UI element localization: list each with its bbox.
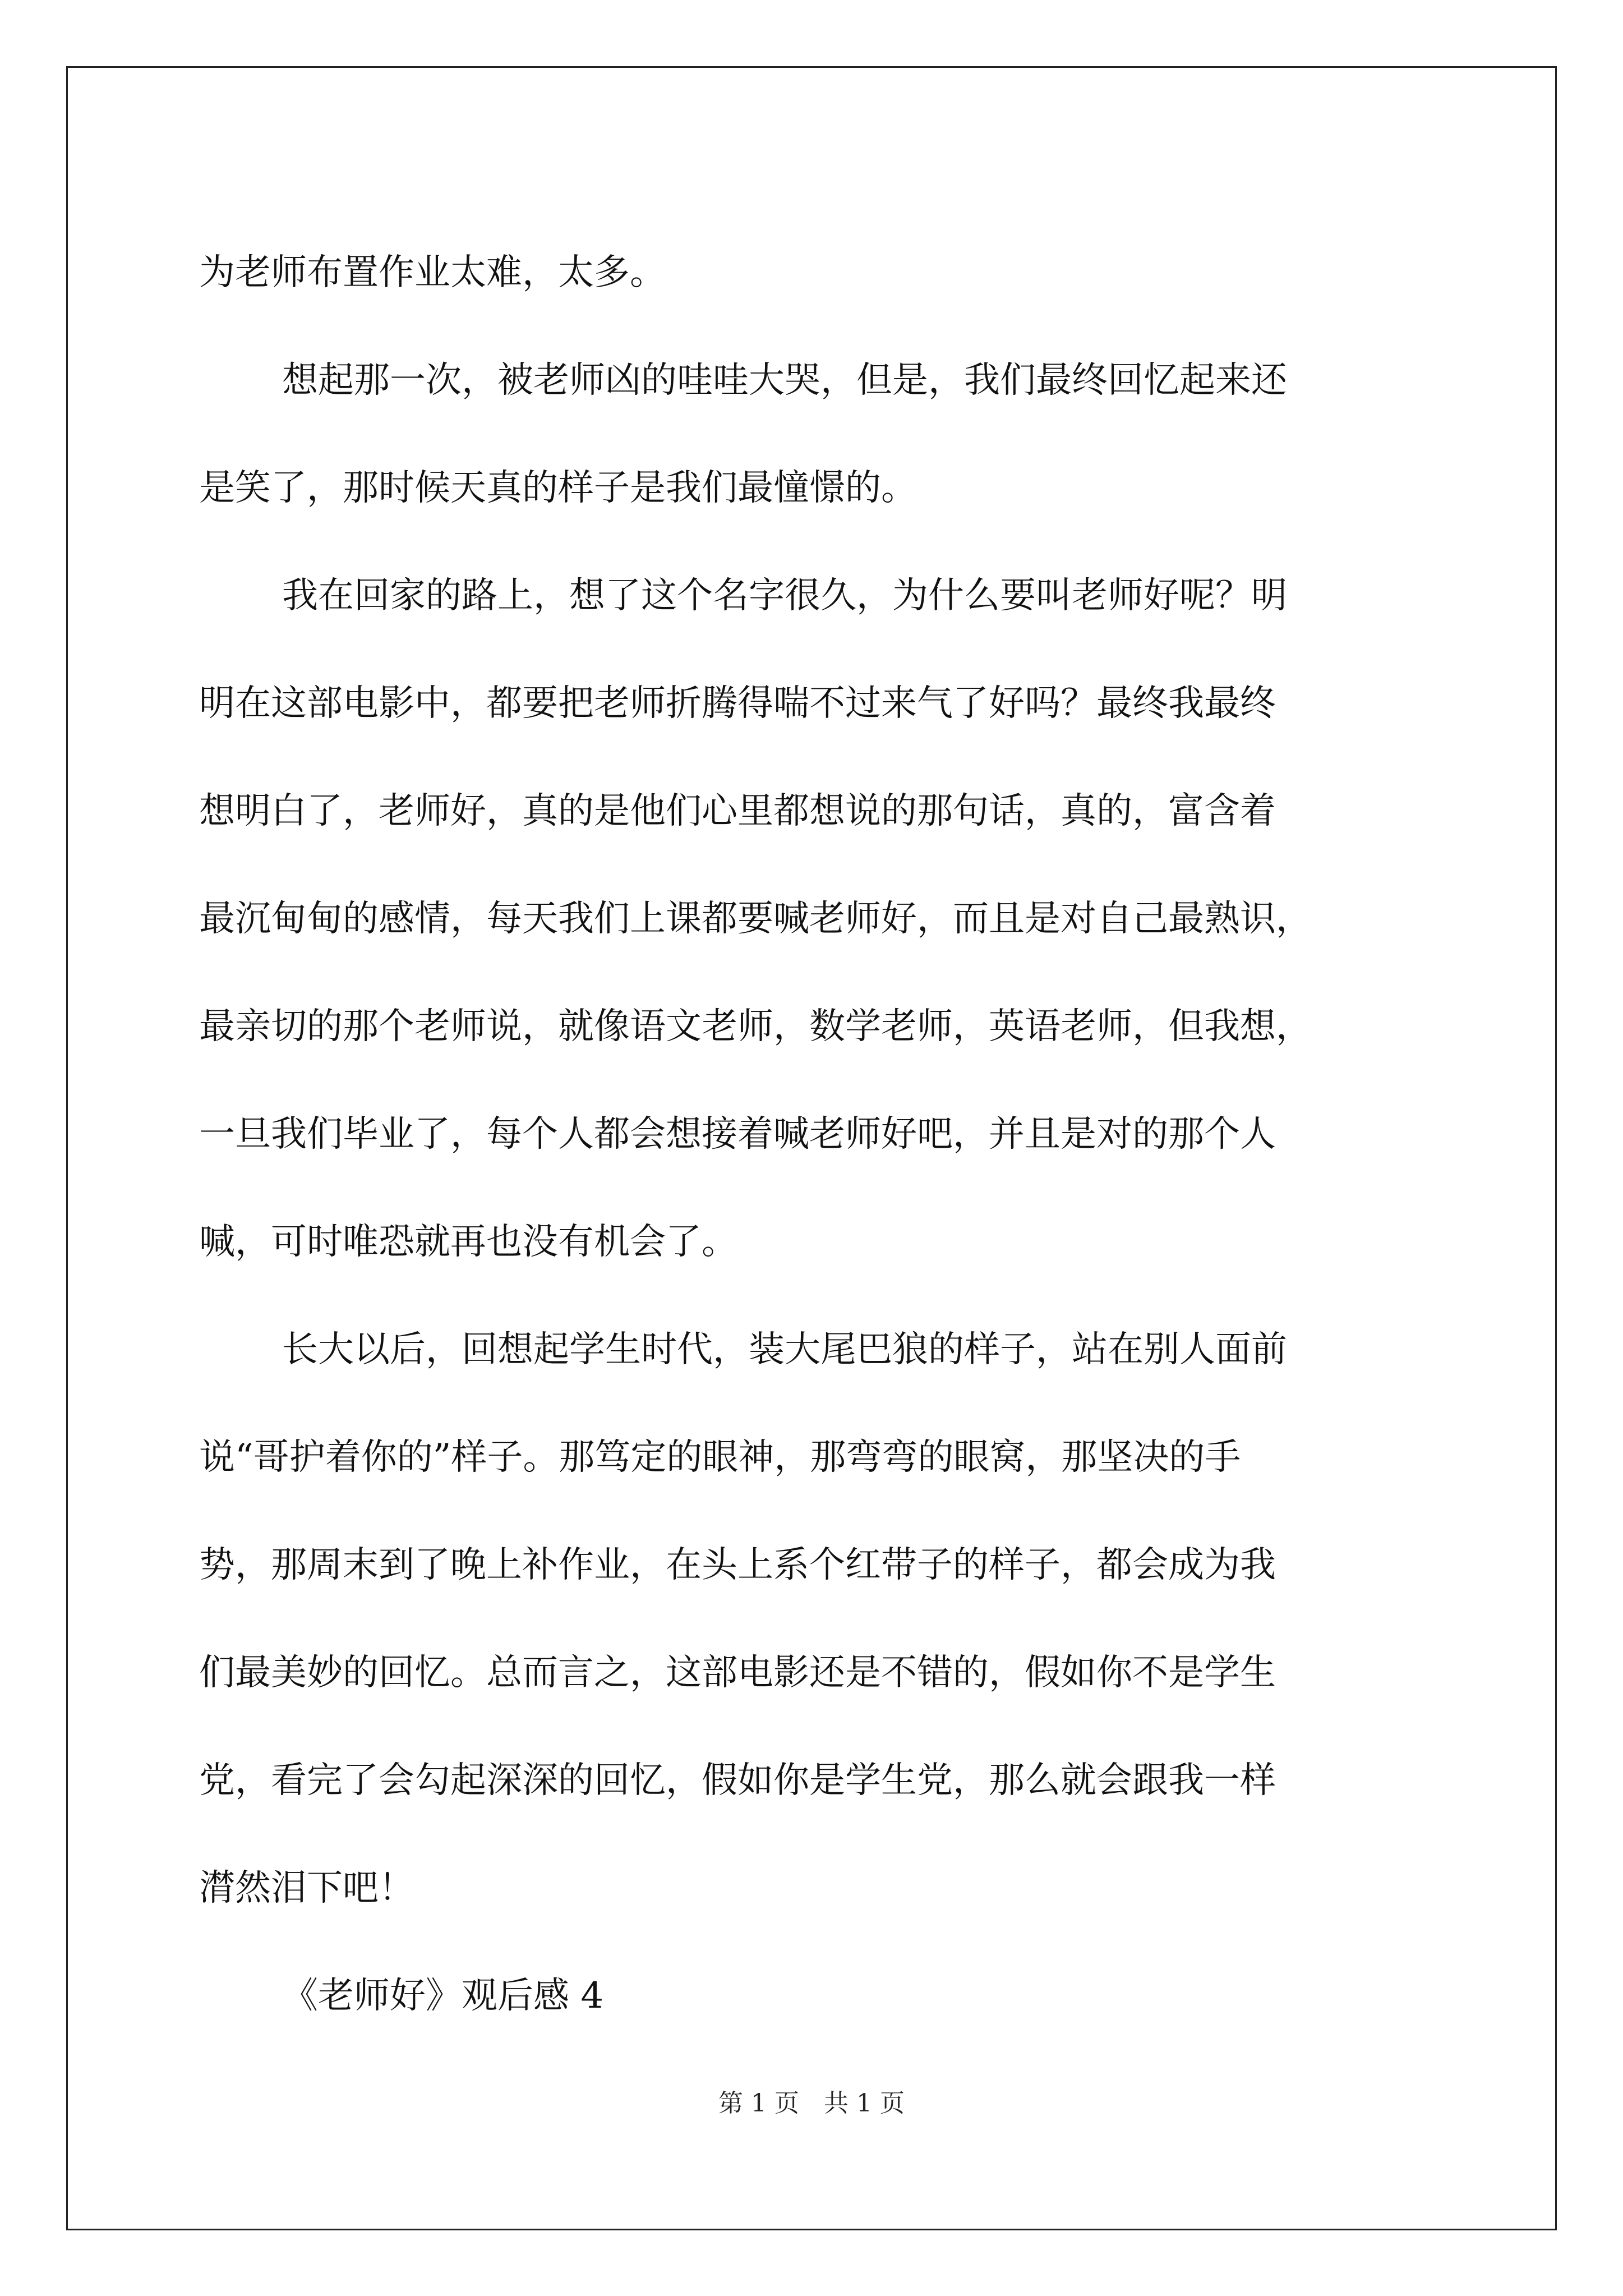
text-line: 我在回家的路上，想了这个名字很久，为什么要叫老师好呢？明 bbox=[282, 575, 1287, 616]
text-line: 潸然泪下吧！ bbox=[199, 1867, 414, 1909]
text-line: 一旦我们毕业了，每个人都会想接着喊老师好吧，并且是对的那个人 bbox=[199, 1114, 1276, 1155]
document-body bbox=[199, 219, 1433, 2050]
text-line: 想起那一次，被老师凶的哇哇大哭，但是，我们最终回忆起来还 bbox=[282, 360, 1287, 401]
text-line: 为老师布置作业太难，太多。 bbox=[199, 252, 666, 293]
text-line: 喊，可时唯恐就再也没有机会了。 bbox=[199, 1221, 737, 1263]
text-line: 势，那周末到了晚上补作业，在头上系个红带子的样子，都会成为我 bbox=[199, 1544, 1276, 1586]
text-line: 最沉甸甸的感情，每天我们上课都要喊老师好，而且是对自己最熟识， bbox=[199, 898, 1312, 940]
text-line: 最亲切的那个老师说，就像语文老师，数学老师，英语老师，但我想， bbox=[199, 1006, 1312, 1047]
text-line: 是笑了，那时候天真的样子是我们最憧憬的。 bbox=[199, 467, 917, 509]
page-number: 第 1 页 共 1 页 bbox=[718, 2089, 905, 2118]
text-line: 长大以后，回想起学生时代，装大尾巴狼的样子，站在别人面前 bbox=[282, 1329, 1287, 1370]
text-line: 党，看完了会勾起深深的回忆，假如你是学生党，那么就会跟我一样 bbox=[199, 1760, 1276, 1801]
text-line: 们最美妙的回忆。总而言之，这部电影还是不错的，假如你不是学生 bbox=[199, 1652, 1276, 1694]
text-line: 说“哥护着你的”样子。那笃定的眼神，那弯弯的眼窝，那坚决的手 bbox=[199, 1437, 1241, 1478]
text-line: 想明白了，老师好，真的是他们心里都想说的那句话，真的，富含着 bbox=[199, 790, 1276, 832]
section-heading: 《老师好》观后感 4 bbox=[282, 1975, 604, 2017]
text-line: 明在这部电影中，都要把老师折腾得喘不过来气了好吗？最终我最终 bbox=[199, 683, 1276, 724]
